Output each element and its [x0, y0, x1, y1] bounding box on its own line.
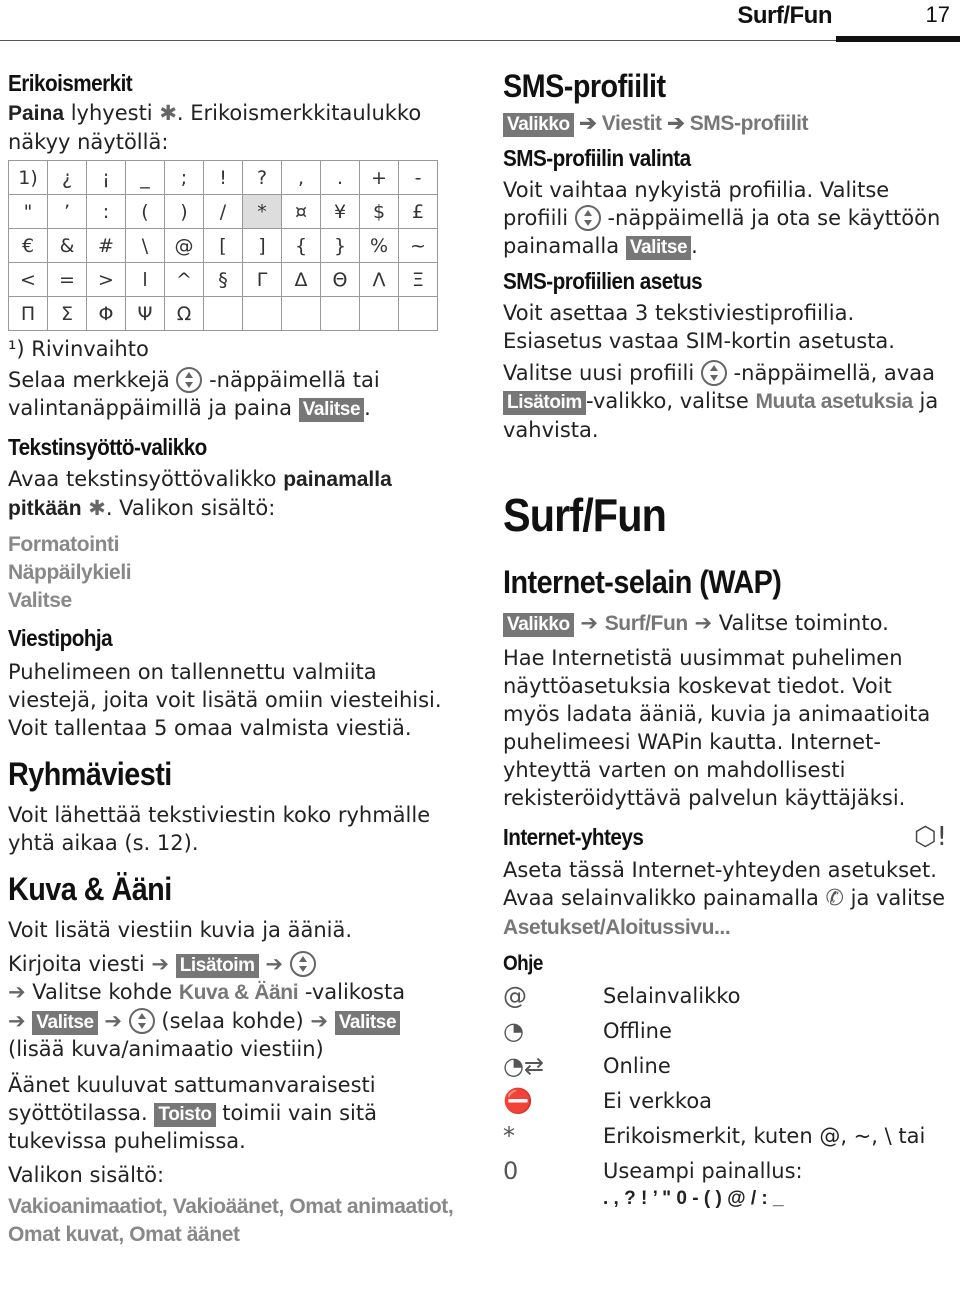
menu-item-valitse: Valitse — [8, 589, 72, 612]
browse-end: . — [364, 396, 371, 420]
char-cell: Θ — [321, 263, 360, 297]
char-table-row — [9, 263, 438, 297]
help-item — [503, 1157, 953, 1213]
char-cell: Ω — [165, 297, 204, 331]
help-title: Ohje — [503, 952, 543, 975]
conn-title-row — [503, 822, 953, 852]
softkey-valikko: Valikko — [503, 613, 574, 637]
browse-instructions — [8, 366, 458, 422]
step-browse: (selaa kohde) — [161, 1009, 304, 1033]
help-item — [503, 982, 953, 1010]
char-cell: [ — [204, 229, 243, 263]
teksti-bold: painamalla pitkään — [8, 468, 392, 520]
char-table-row — [9, 195, 438, 229]
char-cell: ; — [165, 161, 204, 195]
help-item — [503, 1087, 953, 1115]
path-viestit: Viestit — [601, 112, 662, 135]
char-cell: § — [204, 263, 243, 297]
softkey-valikko: Valikko — [503, 113, 574, 137]
kuva-random — [8, 1071, 458, 1155]
softkey-valitse: Valitse — [32, 1011, 97, 1035]
char-cell: } — [321, 229, 360, 263]
help-item-text: Offline — [603, 1019, 672, 1043]
section-title-viestipohja: Viestipohja — [8, 625, 113, 651]
help-item — [503, 1052, 953, 1080]
star-key-icon: * — [503, 1122, 515, 1150]
char-cell: ( — [126, 195, 165, 229]
arrow-icon: ➔ — [579, 112, 597, 135]
step-write: Kirjoita viesti — [8, 952, 145, 976]
char-cell: Π — [9, 297, 48, 331]
char-cell: ! — [204, 161, 243, 195]
path-valitse-toiminto: Valitse toiminto. — [718, 611, 889, 635]
viestipohja-text: Puhelimeen on tallennettu valmiita viestejä, joita voit lisätä omiin viesteihisi. Voit tallentaa 5 omaa valmista viestiä. — [8, 660, 442, 740]
browse-text-b: -näppäimellä tai valintanäppäimillä ja paina — [8, 368, 380, 420]
section-title-ryhmaviesti: Ryhmäviesti — [8, 756, 172, 792]
help-list — [503, 982, 953, 1213]
menu-item-nappailykieli: Näppäilykieli — [8, 561, 132, 584]
char-cell: l — [126, 263, 165, 297]
new-text-c: -valikko, valitse — [585, 389, 756, 413]
wap-menu-path — [503, 609, 953, 638]
char-cell: ¤ — [282, 195, 321, 229]
char-cell: ^ — [165, 263, 204, 297]
char-cell: = — [48, 263, 87, 297]
section-title-kuva-aani: Kuva & Ääni — [8, 871, 172, 907]
char-cell: Λ — [360, 263, 399, 297]
softkey-lisatoim: Lisätoim — [503, 391, 586, 415]
network-alert-icon: ⬡! — [913, 822, 947, 852]
section-title-internet-selain: Internet-selain (WAP) — [503, 564, 782, 600]
char-cell: - — [399, 161, 438, 195]
zero-key-icon: 0 — [503, 1157, 519, 1185]
sms-new-text — [503, 359, 953, 444]
char-cell: > — [87, 263, 126, 297]
path-surf-fun: Surf/Fun — [604, 612, 688, 635]
subsection-profiilin-valinta: SMS-profiilin valinta — [503, 145, 691, 171]
menu-asetukset-aloitussivu: Asetukset/Aloitussivu... — [503, 916, 731, 939]
char-cell: Δ — [282, 263, 321, 297]
char-cell: % — [360, 229, 399, 263]
char-cell: \ — [126, 229, 165, 263]
char-cell: : — [87, 195, 126, 229]
char-cell: ] — [243, 229, 282, 263]
choose-text-a: Voit vaihtaa nykyistä profiilia. Valitse profiili — [503, 178, 890, 230]
kuva-text1: Voit lisätä viestiin kuvia ja ääniä. — [8, 918, 353, 942]
help-item-text: Selainvalikko — [603, 984, 741, 1008]
path-sms-profiilit: SMS-profiilit — [689, 112, 809, 135]
header-title: Surf/Fun — [737, 2, 832, 29]
softkey-valitse: Valitse — [299, 398, 364, 422]
kuva-contents-label: Valikon sisältö: — [8, 1163, 165, 1187]
special-char-table — [8, 160, 438, 331]
softkey-lisatoim: Lisätoim — [176, 954, 259, 978]
arrow-icon: ➔ — [151, 952, 170, 976]
arrow-icon: ➔ — [580, 611, 598, 635]
char-cell: @ — [165, 229, 204, 263]
new-text-a: Valitse uusi profiili — [503, 361, 701, 385]
char-cell: Ξ — [399, 263, 438, 297]
char-cell: ’ — [48, 195, 87, 229]
footnote: ¹) Rivinvaihto — [8, 337, 149, 361]
section-title-tekstinsyotto: Tekstinsyöttö-valikko — [8, 434, 207, 460]
page-number: 17 — [925, 2, 950, 27]
help-item-text: Useampi painallus: . , ? ! ’ " 0 - ( ) @ / : _ — [603, 1159, 803, 1209]
nav-key-icon — [129, 1008, 155, 1034]
char-cell — [360, 297, 399, 331]
choose-text-b: -näppäimellä ja ota se käyttöön painamalla — [503, 206, 941, 258]
nav-key-icon — [176, 367, 202, 393]
conn-text-a: Aseta tässä Internet-yhteyden asetukset. Avaa selainvalikko painamalla — [503, 858, 937, 910]
nav-key-icon — [701, 360, 727, 386]
kuva-step-2 — [8, 978, 458, 1007]
menu-muuta-asetuksia: Muuta asetuksia — [755, 390, 913, 413]
sms-menu-path — [503, 111, 953, 137]
header-rule — [0, 40, 836, 41]
char-cell: / — [204, 195, 243, 229]
char-cell: £ — [399, 195, 438, 229]
offline-globe-icon: ◔ — [503, 1017, 524, 1045]
char-cell: Ψ — [126, 297, 165, 331]
help-item — [503, 1017, 953, 1045]
sms-setup-text: Voit asettaa 3 tekstiviestiprofiilia. Esiasetus vastaa SIM-kortin asetusta. — [503, 301, 895, 353]
char-cell: _ — [126, 161, 165, 195]
char-cell: Σ — [48, 297, 87, 331]
char-cell: " — [9, 195, 48, 229]
char-cell: ¥ — [321, 195, 360, 229]
char-cell: ¿ — [48, 161, 87, 195]
char-cell: ) — [165, 195, 204, 229]
char-cell: { — [282, 229, 321, 263]
teksti-text-b: . Valikon sisältö: — [105, 496, 276, 520]
char-cell: < — [9, 263, 48, 297]
step-choose-a: Valitse kohde — [32, 980, 179, 1004]
left-column — [8, 62, 458, 1249]
char-cell: # — [87, 229, 126, 263]
char-cell: € — [9, 229, 48, 263]
char-cell: ? — [243, 161, 282, 195]
random-text-a: Äänet kuuluvat sattumanvaraisesti syöttötilassa. — [8, 1073, 376, 1125]
char-cell: Γ — [243, 263, 282, 297]
softkey-valitse: Valitse — [626, 236, 691, 260]
char-cell — [321, 297, 360, 331]
kuva-step-3 — [8, 1007, 458, 1035]
char-table-row — [9, 229, 438, 263]
help-item-text: Online — [603, 1054, 671, 1078]
conn-text — [503, 856, 953, 942]
teksti-menu-list — [8, 531, 458, 615]
browser-menu-icon: @ — [503, 982, 527, 1010]
subsection-internet-yhteys: Internet-yhteys — [503, 823, 644, 850]
intro-bold: Paina — [8, 102, 65, 125]
page-header — [0, 0, 960, 36]
kuva-steps — [8, 950, 458, 1063]
star-key-icon: ✱ — [159, 101, 177, 125]
softkey-toisto: Toisto — [154, 1103, 215, 1127]
softkey-valitse: Valitse — [335, 1011, 400, 1035]
char-cell: Φ — [87, 297, 126, 331]
star-key-icon: ✱ — [88, 496, 106, 520]
right-column — [503, 62, 953, 1220]
erikois-intro — [8, 99, 458, 156]
char-cell — [399, 297, 438, 331]
char-table-row — [9, 297, 438, 331]
char-cell: ~ — [399, 229, 438, 263]
arrow-icon: ➔ — [104, 1009, 123, 1033]
chapter-title-surf-fun: Surf/Fun — [503, 489, 666, 541]
call-key-icon: ✆ — [825, 886, 844, 911]
intro-text-b: . Erikoismerkkitaulukko näkyy näytöllä: — [8, 101, 422, 154]
menu-kuva-aani: Kuva & Ääni — [178, 981, 299, 1004]
nav-key-icon — [290, 951, 316, 977]
menu-item-formatointi: Formatointi — [8, 533, 120, 556]
kuva-contents-items: Vakioanimaatiot, Vakioäänet, Omat animaatiot, Omat kuvat, Omat äänet — [8, 1195, 454, 1246]
arrow-icon: ➔ — [265, 952, 283, 976]
browse-text-a: Selaa merkkejä — [8, 368, 177, 392]
sms-choose-text: Voit vaihtaa nykyistä profiilia. Valitse profiili -näppäimellä ja ota se käyttöön painamalla Valitse . — [503, 178, 941, 258]
arrow-icon: ➔ — [667, 112, 685, 135]
char-cell: $ — [360, 195, 399, 229]
char-cell — [204, 297, 243, 331]
help-item-text: Ei verkkoa — [603, 1089, 713, 1113]
online-globe-icon: ◔⇄ — [503, 1052, 545, 1080]
arrow-icon: ➔ — [310, 1009, 329, 1033]
kuva-step-1 — [8, 950, 458, 978]
arrow-icon: ➔ — [8, 980, 26, 1004]
ryhma-text: Voit lähettää tekstiviestin koko ryhmälle yhtä aikaa (s. 12). — [8, 803, 431, 855]
wap-text: Hae Internetistä uusimmat puhelimen näyttöasetuksia koskevat tiedot. Voit myös ladata ääniä, kuvia ja animaatioita puhelimeesi WAPin kautta. Internet-yhteyttä varten on mahdollisesti rekisteröidyttävä palvelun käyttäjäksi. — [503, 646, 931, 810]
char-cell: ¡ — [87, 161, 126, 195]
char-cell: + — [360, 161, 399, 195]
char-cell: & — [48, 229, 87, 263]
char-cell — [282, 297, 321, 331]
subsection-profiilien-asetus: SMS-profiilien asetus — [503, 268, 703, 294]
section-title-sms-profiilit: SMS-profiilit — [503, 68, 666, 104]
section-title-erikoismerkit: Erikoismerkit — [8, 70, 133, 96]
new-text-b: -näppäimellä, avaa — [726, 361, 935, 385]
random-text-b: toimii vain sitä tukevissa puhelimissa. — [8, 1101, 377, 1153]
intro-text-a: lyhyesti — [64, 101, 160, 125]
char-cell: . — [321, 161, 360, 195]
char-cell: 1) — [9, 161, 48, 195]
teksti-text-a: Avaa tekstinsyöttövalikko — [8, 467, 284, 491]
conn-text-b: ja valitse — [843, 886, 946, 910]
arrow-icon: ➔ — [694, 611, 713, 635]
no-network-icon: ⛔ — [503, 1087, 533, 1115]
char-cell: , — [282, 161, 321, 195]
char-cell: * — [243, 195, 282, 229]
kuva-step-4: (lisää kuva/animaatio viestiin) — [8, 1037, 324, 1061]
step-choose-b: -valikosta — [298, 980, 406, 1004]
arrow-icon: ➔ — [8, 1009, 26, 1033]
char-table-row — [9, 161, 438, 195]
new-text-d: ja vahvista. — [503, 389, 939, 442]
nav-key-icon — [575, 205, 601, 231]
help-item-text: Erikoismerkit, kuten @, ~, \ tai — [603, 1124, 926, 1148]
header-rule-thick — [836, 36, 960, 42]
teksti-text — [8, 465, 458, 523]
help-item — [503, 1122, 953, 1150]
char-cell — [243, 297, 282, 331]
